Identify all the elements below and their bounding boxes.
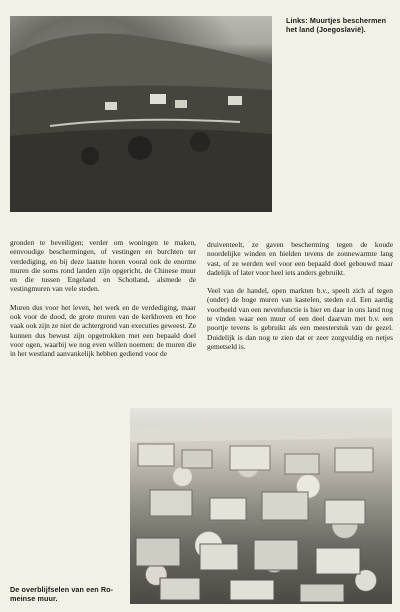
right-paragraph-2: Veel van de handel, open markten b.v., speelt zich af tegen (onder) de hoge muren van kastelen, steden e.d. Een aardig voorbeeld van een nevenfunctie is hier en daar in ons land nog te vinden waar een muur of een deel daarvan met b.v. een poortje tevens is gebruikt als een meesterstuk van de gezel. Duidelijk is dan nog te zien dat er zeer zorgvuldig en netjes gemetseld is. bbox=[207, 286, 393, 351]
roman-wall-photo bbox=[130, 408, 392, 604]
left-paragraph-2: Muren dus voor het leven, het werk en de verdediging, maar ook voor de dood, de grote muren van de kerkhoven en hoe vaak ook zijn ze niet de achtergrond van executies geweest. Ze kunnen dus bewust zijn opgetrokken met een bepaald doel voor ogen, waarbij we nog even willen noemen: de muren die in het westland aanvankelijk hebben gediend voor de bbox=[10, 302, 196, 359]
text-column-left bbox=[10, 238, 196, 359]
left-paragraph-1: gronden te beveiligen; verder om woningen te maken, eenvoudige beschermingen, of vestingen en burchten ter verdediging, en bij deze laatste horen vooral ook de enorme muren die soms rond landen zijn opgericht, de Chinese muur en die tussen Engeland en Schotland, alsmede de vestingmuren van vele steden. bbox=[10, 238, 196, 294]
landscape-photo bbox=[10, 16, 272, 212]
text-column-right bbox=[207, 240, 393, 351]
photo-caption-bottom: De overblijfselen van een Ro-meinse muur. bbox=[10, 585, 114, 603]
rubble-illustration bbox=[130, 408, 392, 604]
landscape-illustration bbox=[10, 16, 272, 212]
right-paragraph-1: druiventeelt, ze gaven bescherming tegen de koude noordelijke winden en hielden tevens de zonnewarmte lang vast, of ze werden wel voor een bepaald doel gebouwd maar dadelijk of later voor heel iets anders gebruikt. bbox=[207, 240, 393, 277]
photo-caption-top: Links: Muurtjes beschermen het land (Joegoslavië). bbox=[286, 16, 387, 34]
